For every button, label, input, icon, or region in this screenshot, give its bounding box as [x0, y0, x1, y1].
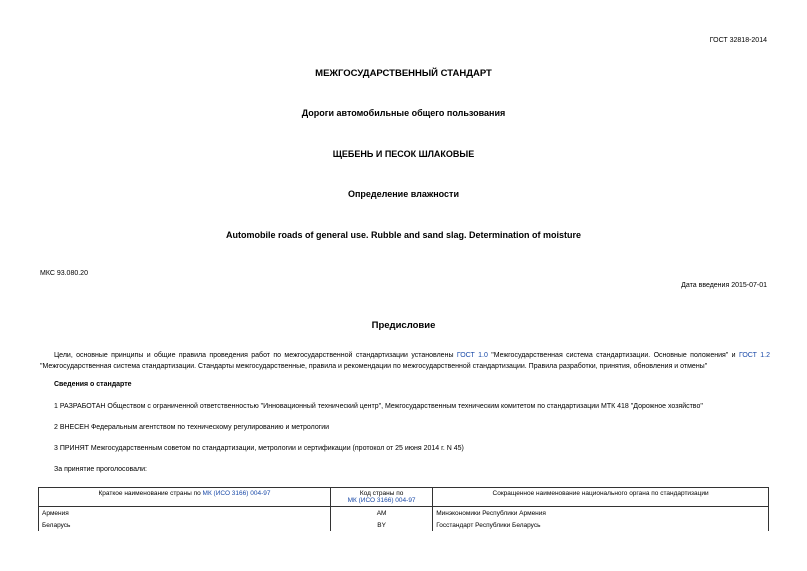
submitted-item: 2 ВНЕСЕН Федеральным агентством по техническому регулированию и метрологии [54, 424, 330, 431]
developer-item: 1 РАЗРАБОТАН Обществом с ограниченной ответственностью "Инновационный технический центр", Межгосударственным техническим комитетом по стандартизации МТК 418 "Дорожное хозяйство" [54, 403, 703, 410]
body-cell: Минэкономики Республики Армения [433, 507, 769, 520]
product-title: ЩЕБЕНЬ И ПЕСОК ШЛАКОВЫЕ [332, 149, 475, 159]
country-cell: Армения [39, 507, 331, 520]
gost-1-2-link[interactable]: ГОСТ 1.2 [738, 352, 770, 359]
voted-label: За принятие проголосовали: [54, 466, 147, 473]
table-row [39, 519, 769, 531]
country-name-header: Краткое наименование страны по МК (ИСО 3166) 004-97 [39, 488, 331, 507]
foreword-paragraph: Цели, основные принципы и общие правила проведения работ по межгосударственной стандартизации установлены ГОСТ 1.0 "Межгосударственная система стандартизации. Основные положения" и ГОСТ 1.2 "Межгосударственная система стандартизации. Стандарты межгосударственные, правила и рекомендации по межгосударственной стандартизации. Правила разработки, принятия, обновления и отмены" [40, 352, 770, 370]
country-cell: Беларусь [39, 519, 331, 531]
english-title: Automobile roads of general use. Rubble and sand slag. Determination of moisture [225, 230, 582, 240]
mk-iso-link[interactable]: МК (ИСО 3166) 004-97 [202, 490, 271, 497]
standard-type-title: МЕЖГОСУДАРСТВЕННЫЙ СТАНДАРТ [315, 68, 492, 79]
standard-subject-title: Дороги автомобильные общего пользования [301, 108, 506, 118]
body-cell: Госстандарт Республики Беларусь [433, 519, 769, 531]
introduction-date: Дата введения 2015-07-01 [681, 282, 767, 289]
document-code: ГОСТ 32818-2014 [709, 37, 767, 44]
national-body-header: Сокращенное наименование национального органа по стандартизации [433, 488, 769, 507]
adopted-item: 3 ПРИНЯТ Межгосударственным советом по стандартизации, метрологии и сертификации (протокол от 25 июня 2014 г. N 45) [54, 445, 464, 452]
table-row [39, 507, 769, 520]
about-standard-heading: Сведения о стандарте [54, 381, 132, 388]
mk-iso-link-2[interactable]: МК (ИСО 3166) 004-97 [347, 497, 416, 504]
code-cell: AM [331, 507, 433, 520]
method-title: Определение влажности [347, 189, 459, 199]
country-code-header: Код страны по МК (ИСО 3166) 004-97 [331, 488, 433, 507]
gost-1-0-link[interactable]: ГОСТ 1.0 [456, 352, 488, 359]
code-cell: BY [331, 519, 433, 531]
voting-countries-table [38, 487, 769, 531]
mks-code: МКС 93.080.20 [40, 270, 88, 277]
foreword-heading: Предисловие [371, 320, 436, 331]
